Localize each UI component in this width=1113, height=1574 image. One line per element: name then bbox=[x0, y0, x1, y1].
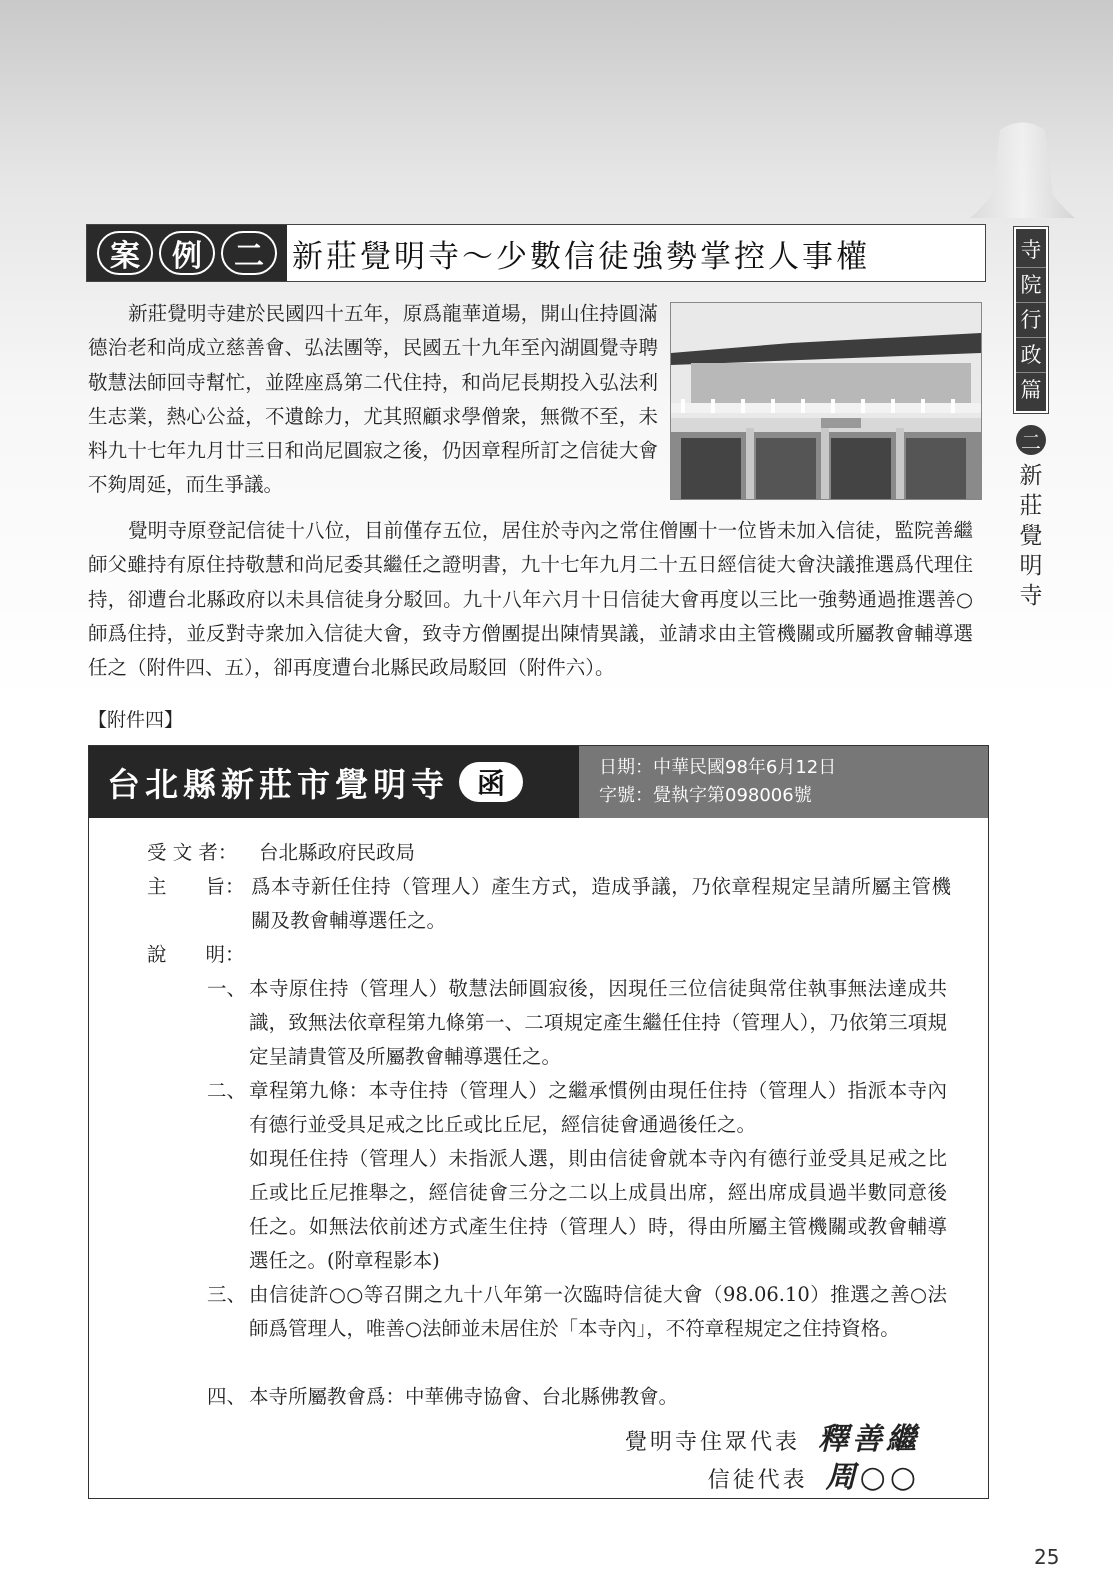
item-number: 三、 bbox=[207, 1283, 247, 1306]
signature-label: 信徒代表 bbox=[707, 1468, 808, 1493]
letter-doc-type: 函 bbox=[459, 762, 523, 802]
section-char: 篇 bbox=[1020, 378, 1042, 402]
subject-value: 爲本寺新任住持（管理人）產生方式，造成爭議，乃依章程規定呈請所屬主管機關及教會輔導選任之。 bbox=[251, 875, 951, 932]
chapter-name-char: 莊 bbox=[1019, 493, 1043, 519]
explain-item bbox=[207, 972, 947, 1074]
case-tag-char: 二 bbox=[221, 231, 277, 275]
section-char: 院 bbox=[1016, 268, 1046, 303]
item-number: 一、 bbox=[207, 977, 247, 1000]
official-letter bbox=[88, 745, 989, 1499]
case-tag-char: 例 bbox=[159, 231, 215, 275]
explain-label: 說 明： bbox=[147, 943, 245, 966]
chapter-name-char: 明 bbox=[1019, 553, 1043, 579]
letter-date: 日期：中華民國98年6月12日 bbox=[599, 757, 837, 778]
signature-name: 周○○ bbox=[825, 1460, 920, 1495]
chapter-name-char: 新 bbox=[1019, 463, 1043, 489]
explain-item bbox=[207, 1074, 947, 1278]
item-text: 本寺原住持（管理人）敬慧法師圓寂後，因現任三位信徒與常住執事無法達成共識，致無法依章程第九條第一、二項規定產生繼任住持（管理人），乃依第三項規定呈請貴管及所屬教會輔導選任之。 bbox=[249, 977, 947, 1068]
letter-org bbox=[89, 746, 579, 818]
signature-name: 釋善繼 bbox=[818, 1422, 920, 1457]
item-number: 二、 bbox=[207, 1079, 247, 1102]
item-text: 章程第九條：本寺住持（管理人）之繼承慣例由現任住持（管理人）指派本寺內有德行並受具足戒之比丘或比丘尼，經信徒會通過後任之。 bbox=[249, 1079, 947, 1136]
case-tag-char: 案 bbox=[97, 231, 153, 275]
signature-devotee bbox=[708, 1452, 920, 1496]
section-char: 政 bbox=[1016, 338, 1046, 373]
bell-decoration bbox=[965, 110, 1080, 230]
letter-meta bbox=[579, 746, 988, 818]
letter-org-name: 台北縣新莊市覺明寺 bbox=[107, 764, 449, 804]
item-text-continued: 如現任住持（管理人）未指派人選，則由信徒會就本寺內有德行並受具足戒之比丘或比丘尼推舉之，經信徒會三分之二以上成員出席，經出席成員過半數同意後任之。如無法依前述方式產生住持（管理人）時，得由所屬主管機關或教會輔導選任之。(附章程影本) bbox=[249, 1147, 947, 1272]
signature-label: 覺明寺住眾代表 bbox=[624, 1430, 800, 1455]
chapter-name-char: 寺 bbox=[1019, 583, 1043, 609]
item-text: 本寺所屬教會爲：中華佛寺協會、台北縣佛教會。 bbox=[249, 1385, 679, 1408]
chapter-name bbox=[1014, 461, 1048, 611]
case-header bbox=[86, 224, 986, 282]
letter-doc-no: 字號：覺執字第098006號 bbox=[599, 785, 812, 806]
explain-item bbox=[207, 1278, 947, 1346]
case-title: 新莊覺明寺～少數信徒強勢掌控人事權 bbox=[292, 238, 870, 275]
item-text: 由信徒許○○等召開之九十八年第一次臨時信徒大會（98.06.10）推選之善○法師爲管理人，唯善○法師並未居住於「本寺內」，不符章程規定之住持資格。 bbox=[249, 1283, 947, 1340]
section-char: 行 bbox=[1016, 303, 1046, 338]
section-char: 寺 bbox=[1016, 233, 1046, 268]
letter-header bbox=[89, 746, 988, 820]
subject-label: 主 旨： bbox=[147, 875, 245, 898]
intro-paragraph-1 bbox=[88, 297, 658, 503]
case-tag bbox=[87, 225, 287, 281]
side-tab bbox=[1014, 227, 1048, 611]
chapter-number: 二 bbox=[1016, 425, 1046, 455]
recipient-value: 台北縣政府民政局 bbox=[259, 841, 416, 864]
explain-item bbox=[207, 1380, 947, 1414]
recipient-label: 受 文 者： bbox=[147, 841, 238, 864]
intro-paragraph-2 bbox=[88, 514, 973, 685]
section-label bbox=[1014, 227, 1048, 413]
page-number: 25 bbox=[1034, 1545, 1060, 1569]
intro-paragraph-2-text: 覺明寺原登記信徒十八位，目前僅存五位，居住於寺內之常住僧團十一位皆未加入信徒，監院善繼師父雖持有原住持敬慧和尚尼委其繼任之證明書，九十七年九月二十五日經信徒大會決議推選爲代理住持，卻遭台北縣政府以未具信徒身分駁回。九十八年六月十日信徒大會再度以三比一強勢通過推選善○師爲住持，並反對寺衆加入信徒大會，致寺方僧團提出陳情異議，並請求由主管機關或所屬教會輔導選任之（附件四、五），卻再度遭台北縣民政局駁回（附件六）。 bbox=[88, 519, 973, 680]
temple-photo bbox=[670, 302, 982, 500]
attachment-label: 【附件四】 bbox=[88, 709, 184, 731]
intro-paragraph-1-text: 新莊覺明寺建於民國四十五年，原爲龍華道場，開山住持圓滿德治老和尚成立慈善會、弘法團等，民國五十九年至內湖圓覺寺聘敬慧法師回寺幫忙，並陞座爲第二代住持，和尚尼長期投入弘法利生志業，熱心公益，不遺餘力，尤其照顧求學僧衆，無微不至，未料九十七年九月廿三日和尚尼圓寂之後，仍因章程所訂之信徒大會不夠周延，而生爭議。 bbox=[88, 302, 658, 497]
item-number: 四、 bbox=[207, 1385, 247, 1408]
chapter-name-char: 覺 bbox=[1019, 523, 1043, 549]
